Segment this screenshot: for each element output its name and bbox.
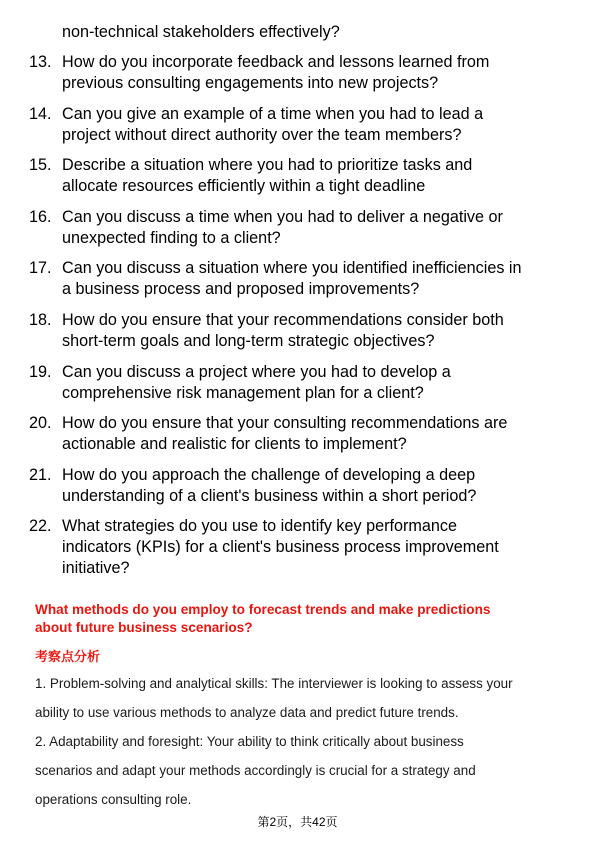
question-number: 17. xyxy=(29,259,52,278)
list-item xyxy=(0,207,595,259)
question-number: 18. xyxy=(29,310,52,329)
question-number: 19. xyxy=(29,362,52,381)
question-text: Can you give an example of a time when you had to lead a project without direct authority over the team members? xyxy=(62,104,484,144)
question-text: Can you discuss a project where you had to develop a comprehensive risk management plan for a client? xyxy=(62,362,451,402)
list-item xyxy=(0,516,595,590)
list-item xyxy=(0,155,595,207)
question-text: How do you approach the challenge of developing a deep understanding of a client's business within a short period? xyxy=(62,465,477,505)
section-heading: What methods do you employ to forecast trends and make predictions about future business scenarios? xyxy=(35,602,491,635)
question-text: non-technical stakeholders effectively? xyxy=(62,23,340,41)
question-number: 15. xyxy=(29,156,52,175)
question-number: 21. xyxy=(29,465,52,484)
question-text: Can you discuss a time when you had to deliver a negative or unexpected finding to a client? xyxy=(62,207,503,247)
list-item xyxy=(0,52,595,104)
question-text: Can you discuss a situation where you identified inefficiencies in a business process and proposed improvements? xyxy=(62,259,522,299)
question-number: 16. xyxy=(29,207,52,226)
question-text: How do you incorporate feedback and lessons learned from previous consulting engagements into new projects? xyxy=(62,53,490,92)
body-line: 1. Problem-solving and analytical skills: The interviewer is looking to assess your xyxy=(35,676,513,691)
list-item xyxy=(0,362,595,414)
body-line: scenarios and adapt your methods accordingly is crucial for a strategy and xyxy=(35,763,476,778)
question-text: How do you ensure that your consulting recommendations are actionable and realistic for clients to implement? xyxy=(62,414,508,454)
body-line: 2. Adaptability and foresight: Your ability to think critically about business xyxy=(35,734,464,749)
question-number: 13. xyxy=(29,53,52,71)
list-item xyxy=(0,104,595,156)
list-item xyxy=(0,465,595,517)
question-number: 22. xyxy=(29,517,52,536)
list-item xyxy=(0,310,595,362)
question-text: Describe a situation where you had to prioritize tasks and allocate resources efficiently within a tight deadline xyxy=(62,156,473,196)
question-number: 20. xyxy=(29,414,52,433)
list-item xyxy=(0,413,595,465)
body-line: ability to use various methods to analyze data and predict future trends. xyxy=(35,705,459,720)
analysis-subheading: 考察点分析 xyxy=(35,649,101,664)
question-list xyxy=(0,22,595,590)
list-item xyxy=(0,258,595,310)
question-text: What strategies do you use to identify key performance indicators (KPIs) for a client's business process improvement initiative? xyxy=(62,517,499,578)
question-text: How do you ensure that your recommendations consider both short-term goals and long-term strategic objectives? xyxy=(62,310,504,350)
body-line: operations consulting role. xyxy=(35,792,192,807)
page-footer: 第2页，共42页 xyxy=(257,815,338,829)
list-item xyxy=(0,22,595,52)
question-number: 14. xyxy=(29,104,52,123)
